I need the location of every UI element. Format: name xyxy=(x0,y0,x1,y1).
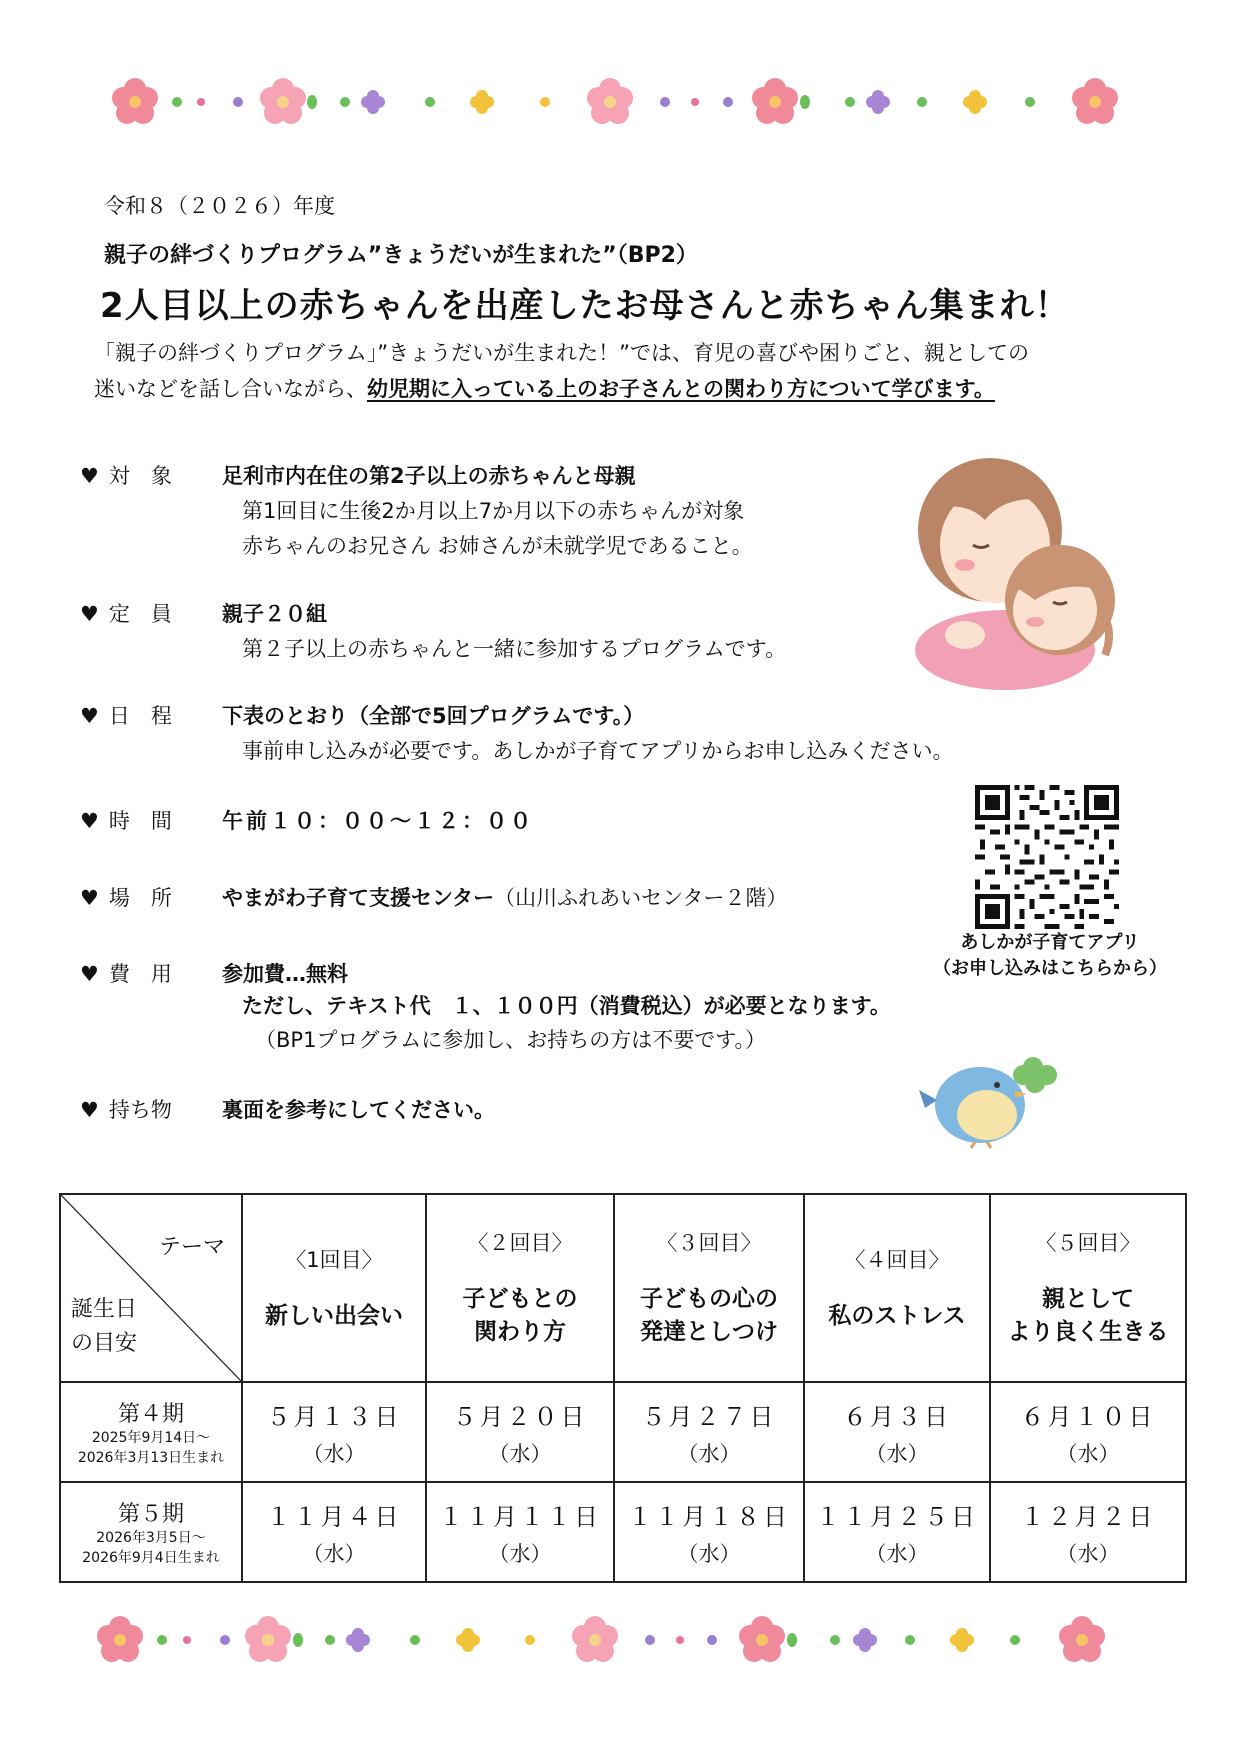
date-cell: ６月１０日 （水） xyxy=(990,1382,1186,1482)
flower-border-top xyxy=(0,55,1242,145)
date-cell: １１月１１日 （水） xyxy=(426,1482,614,1582)
info-capacity-main: 親子２０組 xyxy=(222,602,327,626)
info-place-main: やまがわ子育て支援センター（山川ふれあいセンター２階） xyxy=(222,886,788,910)
info-capacity-sub1: 第２子以上の赤ちゃんと一緒に参加するプログラムです。 xyxy=(242,637,787,661)
schedule-table xyxy=(59,1193,1187,1583)
session-header-5: 〈５回目〉 親として より良く生きる xyxy=(990,1194,1186,1382)
program-name: 親子の絆づくりプログラム”きょうだいが生まれた”（BP2） xyxy=(104,243,698,268)
date-cell: １２月２日 （水） xyxy=(990,1482,1186,1582)
date-cell: ５月２０日 （水） xyxy=(426,1382,614,1482)
session-header-2: 〈２回目〉 子どもとの 関わり方 xyxy=(426,1194,614,1382)
table-corner-cell xyxy=(60,1194,242,1382)
info-schedule-label: ♥ 日 程 xyxy=(80,704,172,728)
info-schedule-main: 下表のとおり（全部で5回プログラムです。） xyxy=(222,704,645,728)
date-cell: ５月２７日 （水） xyxy=(614,1382,804,1482)
session-header-4: 〈４回目〉 私のストレス xyxy=(804,1194,990,1382)
date-cell: ６月３日 （水） xyxy=(804,1382,990,1482)
heart-icon: ♥ xyxy=(80,464,99,488)
table-row xyxy=(60,1482,1186,1582)
info-time-main: 午前１０：００～１２：００ xyxy=(222,809,534,833)
intro-line-2 xyxy=(94,371,1174,407)
heart-icon: ♥ xyxy=(80,1098,99,1122)
session-header-1: 〈1回目〉 新しい出会い xyxy=(242,1194,426,1382)
session-header-3: 〈３回目〉 子どもの心の 発達としつけ xyxy=(614,1194,804,1382)
page-title: 2人目以上の赤ちゃんを出産したお母さんと赤ちゃん集まれ！ xyxy=(100,286,1070,326)
info-target-sub1: 第1回目に生後2か月以上7か月以下の赤ちゃんが対象 xyxy=(242,499,745,523)
info-time-label: ♥ 時 間 xyxy=(80,809,172,833)
info-cost-sub2: （BP1プログラムに参加し、お持ちの方は不要です。） xyxy=(255,1028,767,1052)
info-target-label: ♥ 対 象 xyxy=(80,464,172,488)
intro-plain: 迷いなどを話し合いながら、 xyxy=(94,377,367,401)
qr-caption-line2: （お申し込みはこちらから） xyxy=(933,958,1167,979)
info-place-detail: （山川ふれあいセンター２階） xyxy=(494,886,788,910)
heart-icon: ♥ xyxy=(80,809,99,833)
term-cell: 第４期 2025年9月14日～ 2026年3月13日生まれ xyxy=(60,1382,242,1482)
info-schedule-sub1: 事前申し込みが必要です。あしかが子育てアプリからお申し込みください。 xyxy=(242,739,954,763)
qr-caption-line1: あしかが子育てアプリ xyxy=(960,932,1140,953)
heart-icon: ♥ xyxy=(80,602,99,626)
qr-caption xyxy=(920,930,1180,982)
flower-border-bottom xyxy=(0,1595,1242,1685)
intro-text xyxy=(94,335,1174,407)
mother-baby-illustration xyxy=(895,450,1135,690)
info-target-sub2: 赤ちゃんのお兄さん お姉さんが未就学児であること。 xyxy=(242,534,753,558)
table-row xyxy=(60,1382,1186,1482)
info-items-label: ♥ 持ち物 xyxy=(80,1098,172,1122)
date-cell: １１月２５日 （水） xyxy=(804,1482,990,1582)
info-items-main: 裏面を参考にしてください。 xyxy=(222,1098,495,1122)
intro-line-1: 「親子の絆づくりプログラム」”きょうだいが生まれた！”では、育児の喜びや困りごと、親としての xyxy=(94,341,1030,365)
corner-theme-label: テーマ xyxy=(158,1235,225,1260)
intro-emphasis: 幼児期に入っている上のお子さんとの関わり方について学びます。 xyxy=(367,377,995,401)
info-cost-sub1: ただし、テキスト代 １、１００円（消費税込）が必要となります。 xyxy=(242,994,891,1018)
corner-birthday-label: 誕生日 の目安 xyxy=(71,1297,138,1356)
heart-icon: ♥ xyxy=(80,962,99,986)
heart-icon: ♥ xyxy=(80,704,99,728)
heart-icon: ♥ xyxy=(80,886,99,910)
info-target-main: 足利市内在住の第2子以上の赤ちゃんと母親 xyxy=(222,464,636,488)
info-cost-label: ♥ 費 用 xyxy=(80,962,172,986)
info-capacity-label: ♥ 定 員 xyxy=(80,602,172,626)
flower-icon xyxy=(112,78,1118,124)
qr-code[interactable] xyxy=(975,785,1119,929)
info-place-label: ♥ 場 所 xyxy=(80,886,172,910)
date-cell: ５月１３日 （水） xyxy=(242,1382,426,1482)
info-cost-main: 参加費…無料 xyxy=(222,962,348,986)
term-cell: 第５期 2026年3月5日～ 2026年9月4日生まれ xyxy=(60,1482,242,1582)
fiscal-year: 令和８（２０２６）年度 xyxy=(104,194,335,218)
flower-icon xyxy=(97,1616,1105,1662)
date-cell: １１月４日 （水） xyxy=(242,1482,426,1582)
bird-illustration xyxy=(915,1045,1065,1150)
date-cell: １１月１８日 （水） xyxy=(614,1482,804,1582)
